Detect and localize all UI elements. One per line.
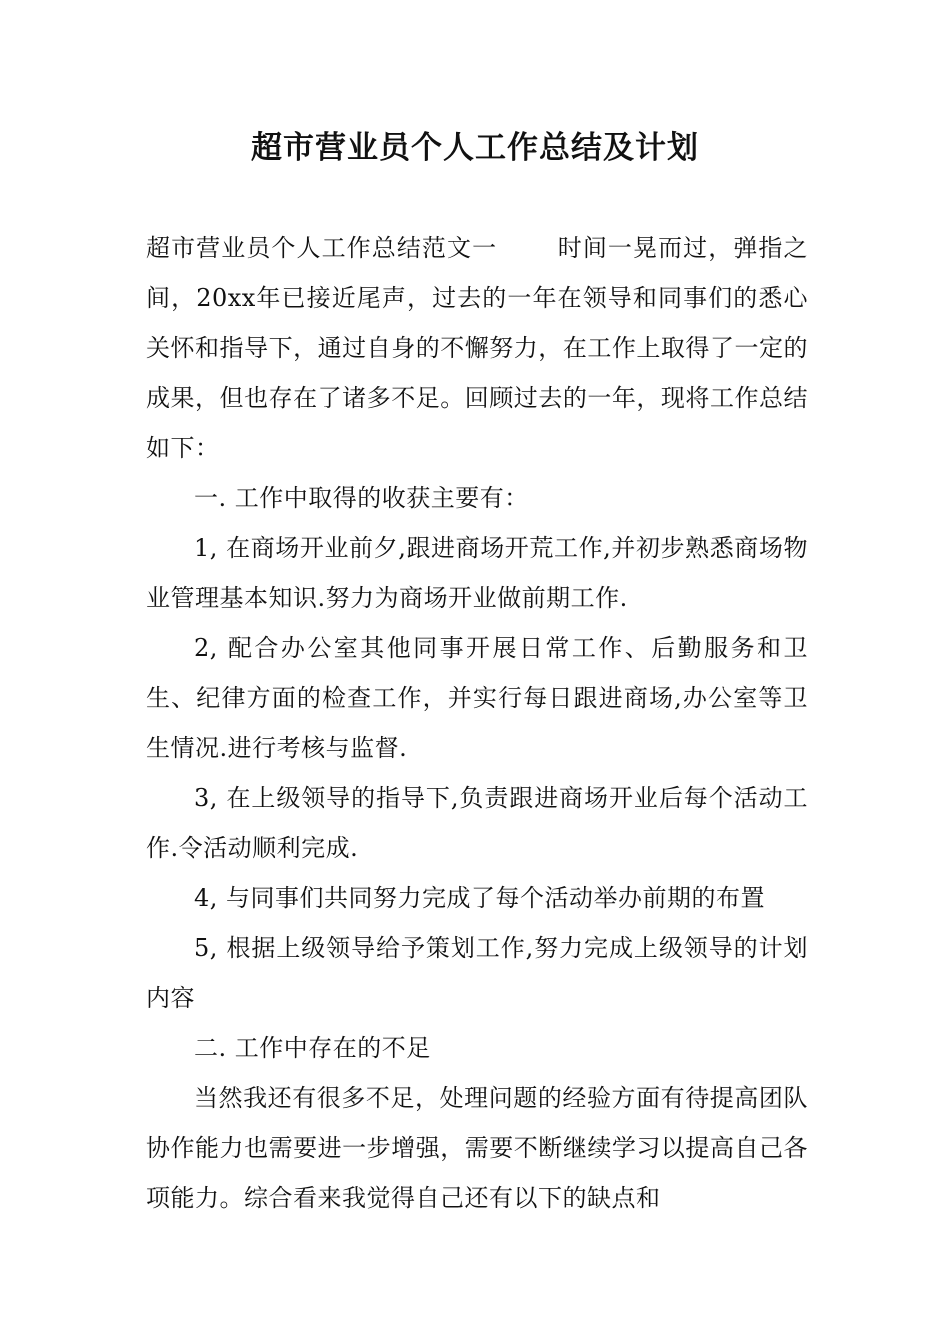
document-body (146, 223, 808, 1223)
intro-label: 超市营业员个人工作总结范文一 (146, 234, 498, 262)
list-item: 1, 在商场开业前夕,跟进商场开荒工作,并初步熟悉商场物业管理基本知识.努力为商场开业做前期工作. (146, 534, 808, 612)
list-item: 5, 根据上级领导给予策划工作,努力完成上级领导的计划内容 (146, 934, 808, 1012)
section-heading-2: 二. 工作中存在的不足 (194, 1034, 431, 1062)
intro-text: 时间一晃而过，弹指之间，20xx年已接近尾声，过去的一年在领导和同事们的悉心关怀和指导下，通过自身的不懈努力，在工作上取得了一定的成果，但也存在了诸多不足。回顾过去的一年，现将工作总结如下： (146, 234, 809, 462)
section-heading-1: 一. 工作中取得的收获主要有： (194, 484, 529, 512)
section-2-paragraph: 当然我还有很多不足，处理问题的经验方面有待提高团队协作能力也需要进一步增强，需要不断继续学习以提高自己各项能力。综合看来我觉得自己还有以下的缺点和 (146, 1084, 808, 1212)
document-title: 超市营业员个人工作总结及计划 (251, 130, 699, 166)
list-item: 3, 在上级领导的指导下,负责跟进商场开业后每个活动工作.令活动顺利完成. (146, 784, 808, 862)
list-item: 4, 与同事们共同努力完成了每个活动举办前期的布置 (194, 884, 766, 912)
list-item: 2, 配合办公室其他同事开展日常工作、后勤服务和卫生、纪律方面的检查工作，并实行每日跟进商场,办公室等卫生情况.进行考核与监督. (146, 634, 808, 762)
intro-paragraph (146, 223, 808, 473)
